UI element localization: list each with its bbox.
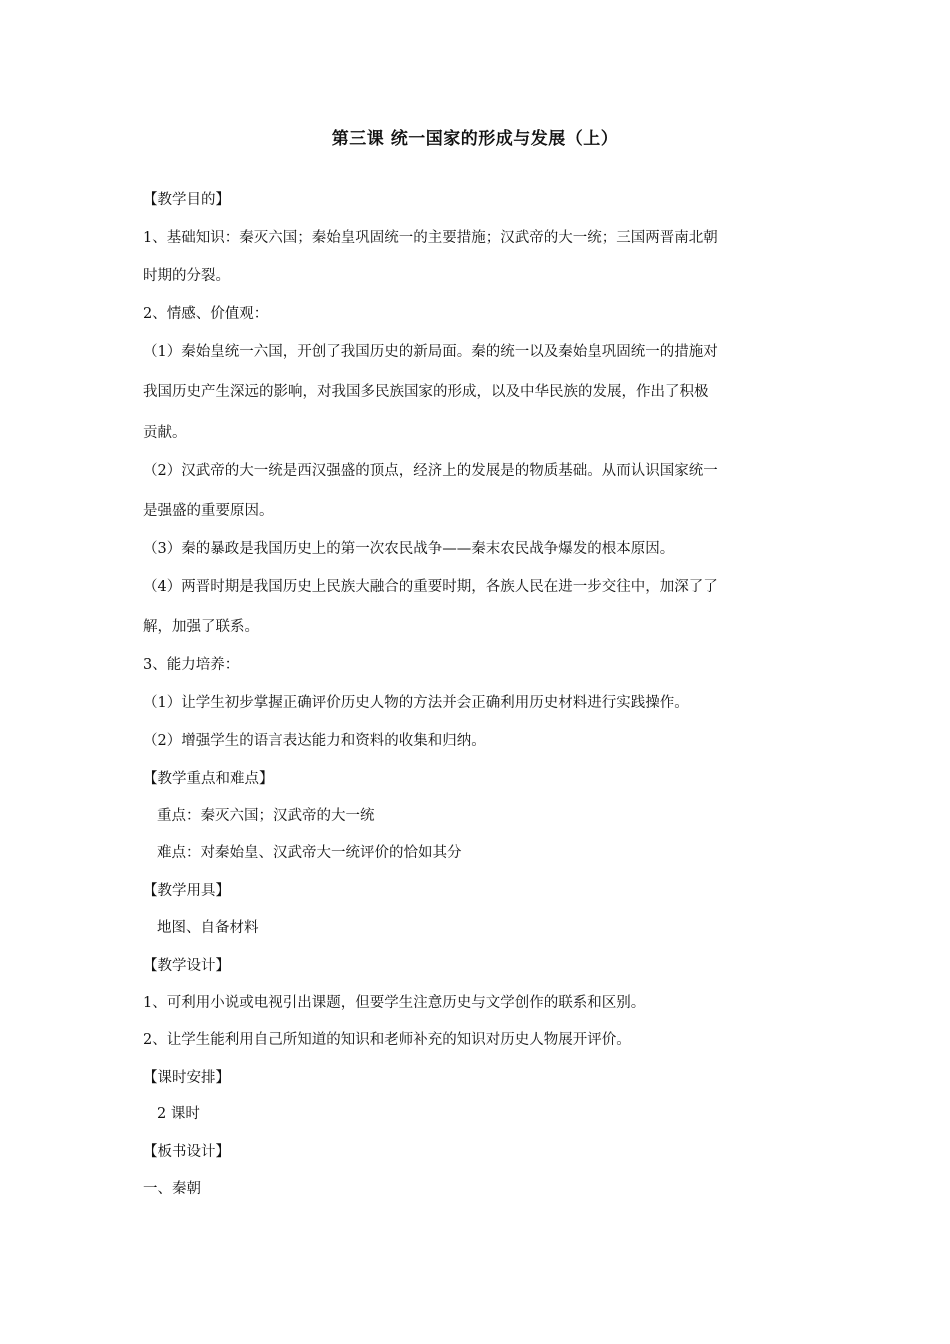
- section-heading-objectives: 【教学目的】: [143, 192, 230, 208]
- paragraph-values-1-end: 贡献。: [143, 425, 187, 441]
- section-heading-key-points: 【教学重点和难点】: [143, 771, 274, 787]
- paragraph-design-1: 1、可利用小说或电视引出课题，但要学生注意历史与文学创作的联系和区别。: [143, 995, 646, 1011]
- paragraph-values-1-cont: 我国历史产生深远的影响，对我国多民族国家的形成，以及中华民族的发展，作出了积极: [143, 384, 709, 400]
- paragraph-ability-1: （1）让学生初步掌握正确评价历史人物的方法并会正确利用历史材料进行实践操作。: [143, 695, 689, 711]
- paragraph-values-1: （1）秦始皇统一六国，开创了我国历史的新局面。秦的统一以及秦始皇巩固统一的措施对: [143, 344, 718, 360]
- key-point: 重点：秦灭六国；汉武帝的大一统: [157, 808, 375, 824]
- paragraph-values-2-cont: 是强盛的重要原因。: [143, 503, 274, 519]
- paragraph-ability-heading: 3、能力培养：: [143, 657, 240, 673]
- paragraph-basic-knowledge: 1、基础知识：秦灭六国；秦始皇巩固统一的主要措施；汉武帝的大一统；三国两晋南北朝: [143, 230, 718, 246]
- section-heading-schedule: 【课时安排】: [143, 1070, 230, 1086]
- paragraph-values-heading: 2、情感、价值观：: [143, 306, 269, 322]
- paragraph-design-2: 2、让学生能利用自己所知道的知识和老师补充的知识对历史人物展开评价。: [143, 1032, 631, 1048]
- paragraph-values-4-cont: 解，加强了联系。: [143, 619, 259, 635]
- section-heading-design: 【教学设计】: [143, 958, 230, 974]
- paragraph-basic-knowledge-cont: 时期的分裂。: [143, 268, 230, 284]
- schedule-text: 2 课时: [157, 1106, 200, 1122]
- lesson-title: 第三课 统一国家的形成与发展（上）: [331, 129, 619, 149]
- tools-text: 地图、自备材料: [157, 920, 259, 936]
- paragraph-values-4: （4）两晋时期是我国历史上民族大融合的重要时期，各族人民在进一步交往中，加深了了: [143, 579, 718, 595]
- section-heading-tools: 【教学用具】: [143, 883, 230, 899]
- paragraph-values-2: （2）汉武帝的大一统是西汉强盛的顶点，经济上的发展是的物质基础。从而认识国家统一: [143, 463, 718, 479]
- section-heading-board: 【板书设计】: [143, 1144, 230, 1160]
- difficult-point: 难点：对秦始皇、汉武帝大一统评价的恰如其分: [157, 845, 462, 861]
- paragraph-ability-2: （2）增强学生的语言表达能力和资料的收集和归纳。: [143, 733, 486, 749]
- board-item-qin: 一、秦朝: [143, 1181, 201, 1197]
- paragraph-values-3: （3）秦的暴政是我国历史上的第一次农民战争——秦末农民战争爆发的根本原因。: [143, 541, 675, 557]
